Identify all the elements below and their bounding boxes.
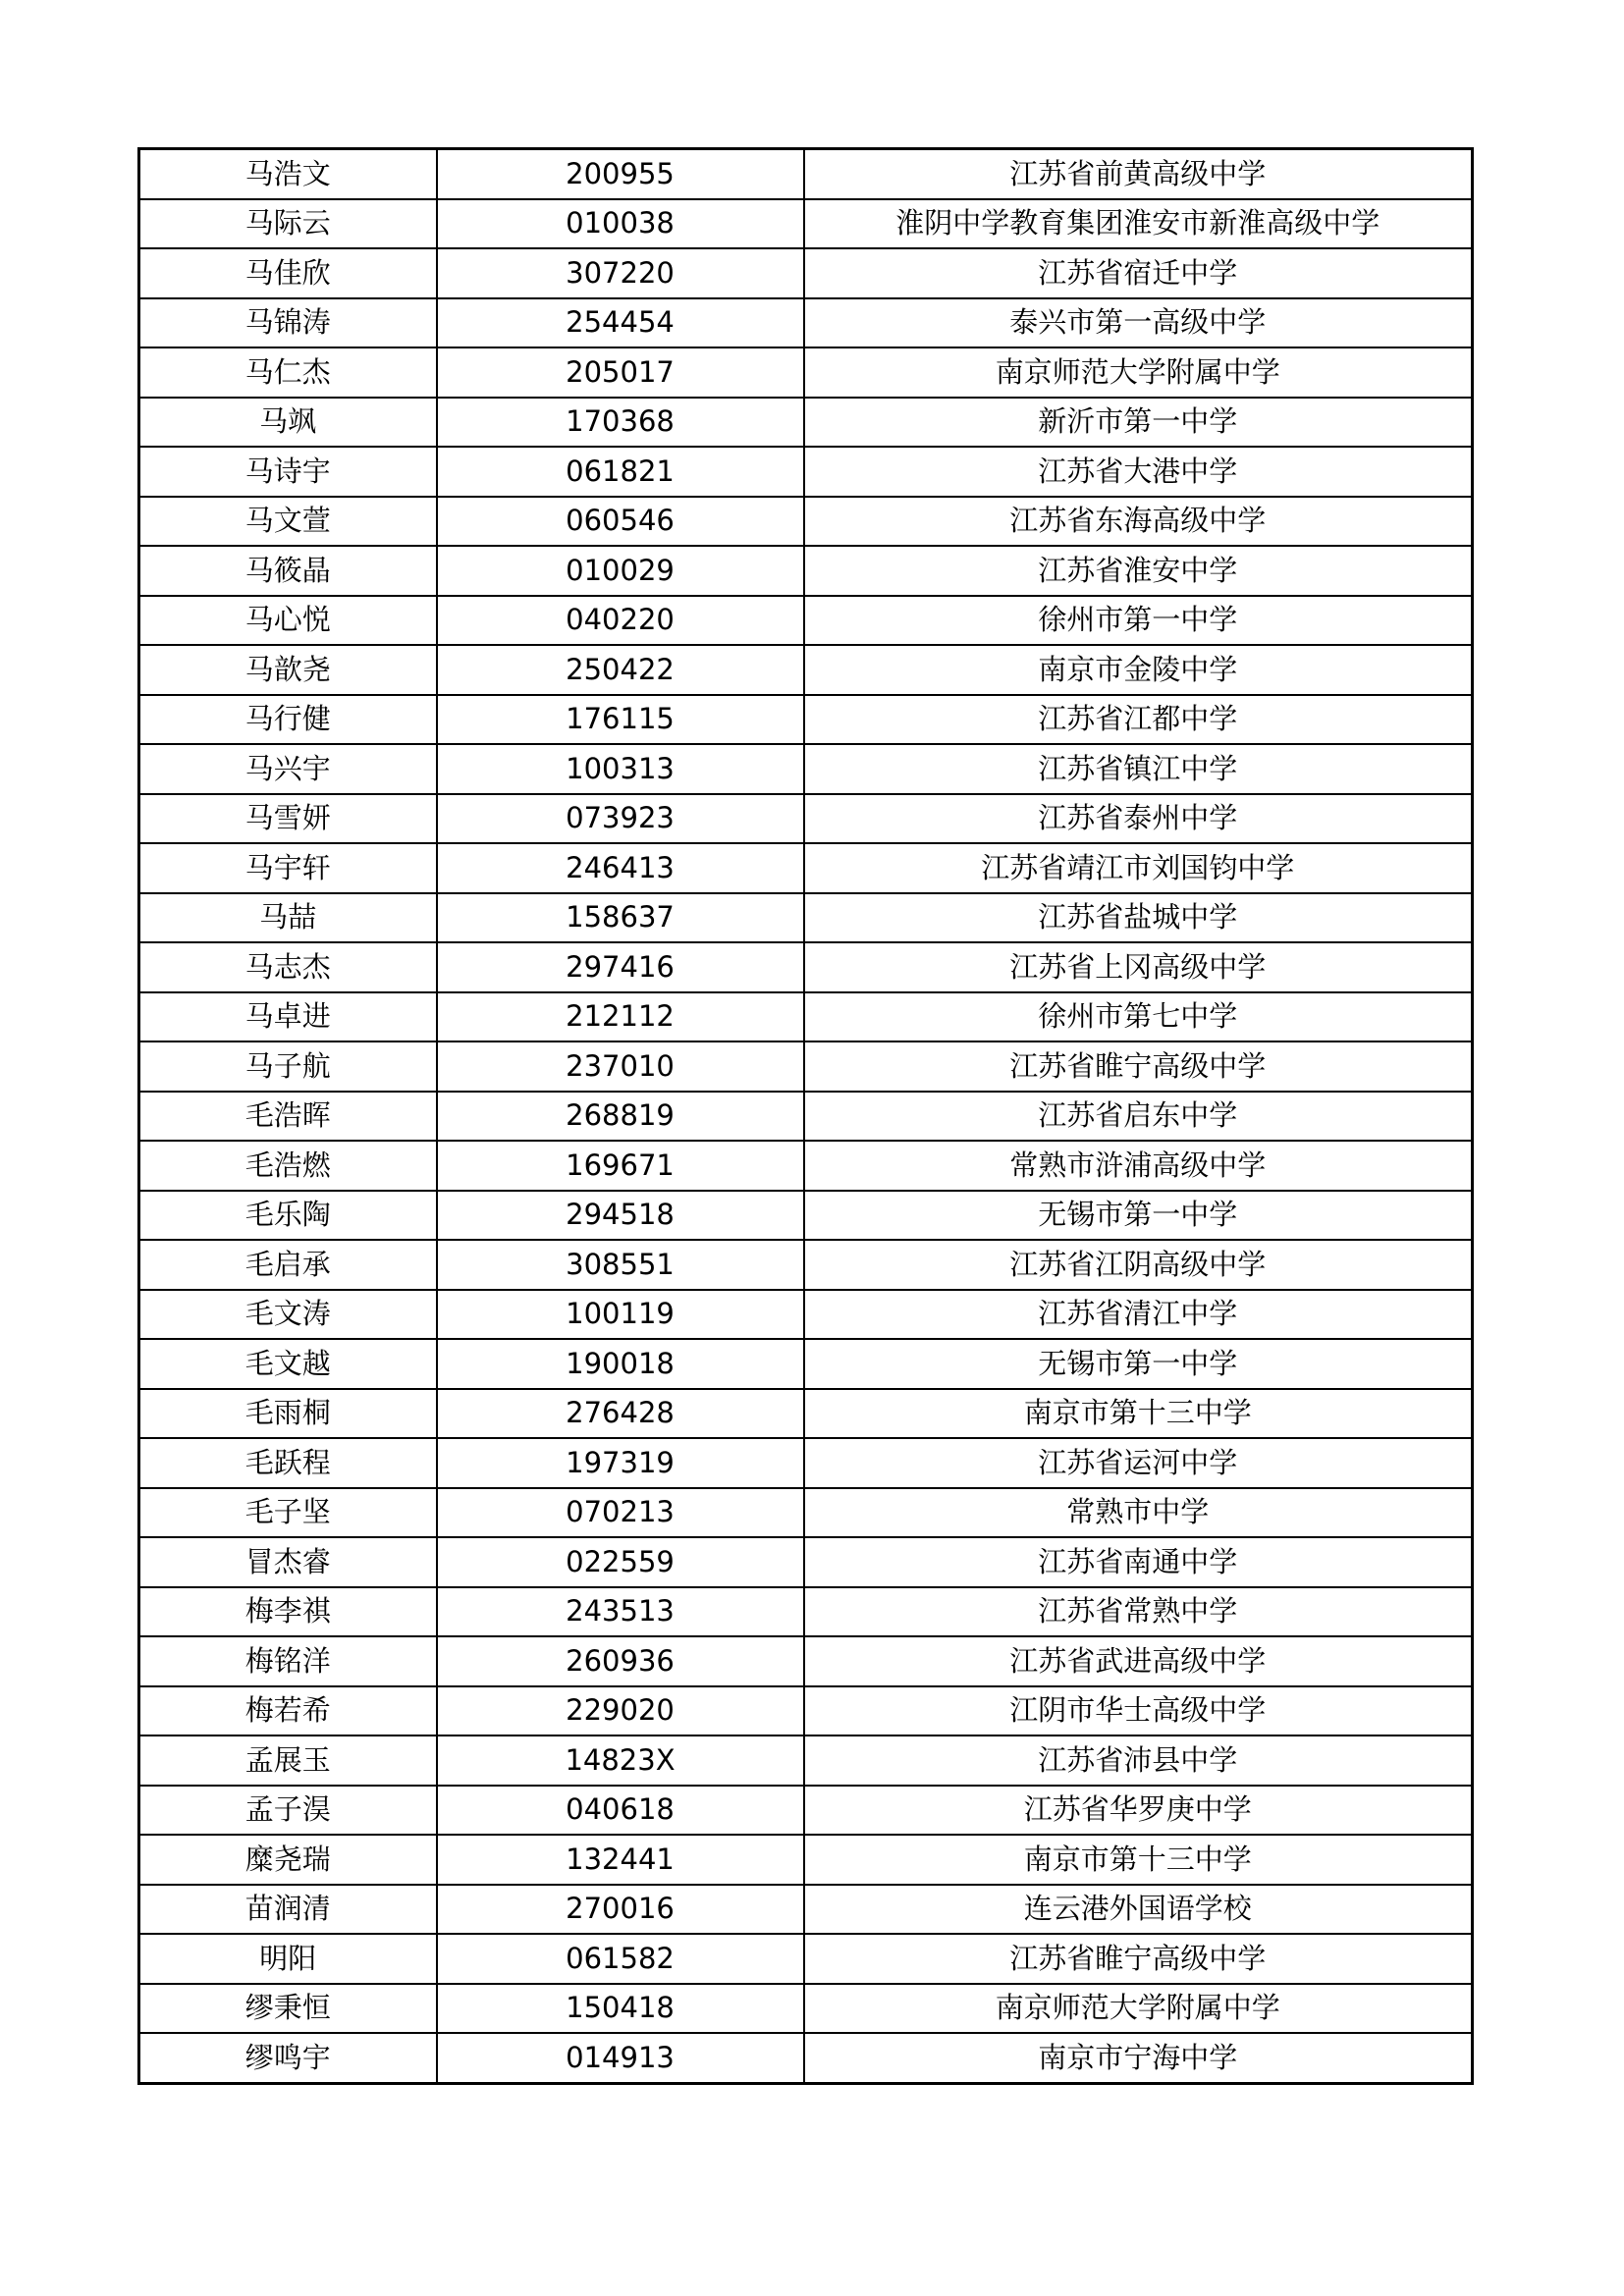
school-name-cell: 常熟市浒浦高级中学: [804, 1141, 1473, 1191]
student-id-cell: 170368: [437, 398, 804, 448]
roster-table: [137, 147, 1474, 2085]
student-id-cell: 150418: [437, 1984, 804, 2034]
table-row: [139, 447, 1473, 497]
student-name-cell: 马志杰: [139, 942, 437, 992]
table-row: [139, 893, 1473, 943]
school-name-cell: 江苏省睢宁高级中学: [804, 1041, 1473, 1092]
student-name-cell: 马歆尧: [139, 645, 437, 695]
student-id-cell: 297416: [437, 942, 804, 992]
school-name-cell: 无锡市第一中学: [804, 1191, 1473, 1241]
school-name-cell: 徐州市第七中学: [804, 992, 1473, 1042]
student-name-cell: 马子航: [139, 1041, 437, 1092]
school-name-cell: 江苏省运河中学: [804, 1438, 1473, 1488]
student-name-cell: 孟展玉: [139, 1735, 437, 1786]
student-id-cell: 176115: [437, 695, 804, 745]
student-id-cell: 294518: [437, 1191, 804, 1241]
student-name-cell: 马兴宇: [139, 744, 437, 794]
student-name-cell: 马文萱: [139, 497, 437, 547]
student-name-cell: 马锦涛: [139, 298, 437, 348]
school-name-cell: 江苏省江都中学: [804, 695, 1473, 745]
student-name-cell: 毛跃程: [139, 1438, 437, 1488]
student-id-cell: 250422: [437, 645, 804, 695]
school-name-cell: 江苏省华罗庚中学: [804, 1786, 1473, 1836]
student-id-cell: 260936: [437, 1636, 804, 1686]
school-name-cell: 淮阴中学教育集团淮安市新淮高级中学: [804, 199, 1473, 249]
table-row: [139, 1041, 1473, 1092]
table-row: [139, 1240, 1473, 1290]
table-row: [139, 1735, 1473, 1786]
table-row: [139, 1488, 1473, 1538]
school-name-cell: 江苏省靖江市刘国钧中学: [804, 843, 1473, 893]
student-id-cell: 073923: [437, 794, 804, 844]
school-name-cell: 江苏省宿迁中学: [804, 248, 1473, 298]
student-name-cell: 毛浩燃: [139, 1141, 437, 1191]
student-id-cell: 14823X: [437, 1735, 804, 1786]
table-row: [139, 546, 1473, 596]
table-row: [139, 992, 1473, 1042]
table-row: [139, 199, 1473, 249]
school-name-cell: 南京市宁海中学: [804, 2033, 1473, 2083]
school-name-cell: 江苏省南通中学: [804, 1537, 1473, 1587]
roster-body: [139, 149, 1473, 2084]
table-row: [139, 1339, 1473, 1389]
student-name-cell: 马际云: [139, 199, 437, 249]
school-name-cell: 泰兴市第一高级中学: [804, 298, 1473, 348]
student-id-cell: 308551: [437, 1240, 804, 1290]
table-row: [139, 149, 1473, 199]
table-row: [139, 1636, 1473, 1686]
student-id-cell: 022559: [437, 1537, 804, 1587]
table-row: [139, 398, 1473, 448]
table-row: [139, 1686, 1473, 1736]
student-id-cell: 276428: [437, 1389, 804, 1439]
table-row: [139, 1885, 1473, 1935]
school-name-cell: 江苏省常熟中学: [804, 1587, 1473, 1637]
school-name-cell: 无锡市第一中学: [804, 1339, 1473, 1389]
student-id-cell: 197319: [437, 1438, 804, 1488]
student-name-cell: 毛启承: [139, 1240, 437, 1290]
student-name-cell: 缪鸣宇: [139, 2033, 437, 2083]
table-row: [139, 1191, 1473, 1241]
student-id-cell: 307220: [437, 248, 804, 298]
student-name-cell: 缪秉恒: [139, 1984, 437, 2034]
student-name-cell: 梅若希: [139, 1686, 437, 1736]
student-id-cell: 268819: [437, 1092, 804, 1142]
student-id-cell: 243513: [437, 1587, 804, 1637]
table-row: [139, 744, 1473, 794]
table-row: [139, 248, 1473, 298]
student-name-cell: 梅铭洋: [139, 1636, 437, 1686]
school-name-cell: 江阴市华士高级中学: [804, 1686, 1473, 1736]
student-id-cell: 212112: [437, 992, 804, 1042]
student-name-cell: 糜尧瑞: [139, 1835, 437, 1885]
table-row: [139, 298, 1473, 348]
table-row: [139, 1389, 1473, 1439]
table-row: [139, 1786, 1473, 1836]
student-id-cell: 100119: [437, 1290, 804, 1340]
school-name-cell: 南京市第十三中学: [804, 1389, 1473, 1439]
table-row: [139, 1092, 1473, 1142]
table-row: [139, 645, 1473, 695]
table-row: [139, 1587, 1473, 1637]
student-name-cell: 马行健: [139, 695, 437, 745]
table-row: [139, 843, 1473, 893]
student-name-cell: 马卓进: [139, 992, 437, 1042]
student-id-cell: 270016: [437, 1885, 804, 1935]
student-id-cell: 060546: [437, 497, 804, 547]
school-name-cell: 南京市第十三中学: [804, 1835, 1473, 1885]
student-id-cell: 205017: [437, 347, 804, 398]
table-row: [139, 596, 1473, 646]
table-row: [139, 1934, 1473, 1984]
table-row: [139, 1290, 1473, 1340]
table-row: [139, 1438, 1473, 1488]
school-name-cell: 江苏省武进高级中学: [804, 1636, 1473, 1686]
student-id-cell: 132441: [437, 1835, 804, 1885]
school-name-cell: 江苏省清江中学: [804, 1290, 1473, 1340]
student-id-cell: 229020: [437, 1686, 804, 1736]
student-name-cell: 马飒: [139, 398, 437, 448]
student-id-cell: 246413: [437, 843, 804, 893]
student-id-cell: 190018: [437, 1339, 804, 1389]
student-name-cell: 马佳欣: [139, 248, 437, 298]
student-name-cell: 马雪妍: [139, 794, 437, 844]
student-id-cell: 010029: [437, 546, 804, 596]
school-name-cell: 南京师范大学附属中学: [804, 1984, 1473, 2034]
school-name-cell: 江苏省东海高级中学: [804, 497, 1473, 547]
table-row: [139, 695, 1473, 745]
student-name-cell: 冒杰睿: [139, 1537, 437, 1587]
student-id-cell: 100313: [437, 744, 804, 794]
school-name-cell: 连云港外国语学校: [804, 1885, 1473, 1935]
student-name-cell: 孟子淏: [139, 1786, 437, 1836]
student-id-cell: 158637: [437, 893, 804, 943]
student-id-cell: 070213: [437, 1488, 804, 1538]
student-id-cell: 061821: [437, 447, 804, 497]
student-name-cell: 马诗宇: [139, 447, 437, 497]
table-row: [139, 1537, 1473, 1587]
school-name-cell: 江苏省淮安中学: [804, 546, 1473, 596]
student-name-cell: 马宇轩: [139, 843, 437, 893]
student-id-cell: 010038: [437, 199, 804, 249]
student-name-cell: 马喆: [139, 893, 437, 943]
student-name-cell: 明阳: [139, 1934, 437, 1984]
student-id-cell: 040618: [437, 1786, 804, 1836]
school-name-cell: 江苏省盐城中学: [804, 893, 1473, 943]
student-id-cell: 040220: [437, 596, 804, 646]
student-name-cell: 马筱晶: [139, 546, 437, 596]
school-name-cell: 徐州市第一中学: [804, 596, 1473, 646]
school-name-cell: 江苏省沛县中学: [804, 1735, 1473, 1786]
student-id-cell: 254454: [437, 298, 804, 348]
school-name-cell: 江苏省镇江中学: [804, 744, 1473, 794]
student-name-cell: 苗润清: [139, 1885, 437, 1935]
table-row: [139, 2033, 1473, 2083]
school-name-cell: 江苏省上冈高级中学: [804, 942, 1473, 992]
table-row: [139, 1141, 1473, 1191]
student-name-cell: 梅李祺: [139, 1587, 437, 1637]
table-row: [139, 1835, 1473, 1885]
school-name-cell: 常熟市中学: [804, 1488, 1473, 1538]
student-name-cell: 毛雨桐: [139, 1389, 437, 1439]
student-name-cell: 毛浩晖: [139, 1092, 437, 1142]
school-name-cell: 江苏省泰州中学: [804, 794, 1473, 844]
school-name-cell: 江苏省启东中学: [804, 1092, 1473, 1142]
school-name-cell: 江苏省大港中学: [804, 447, 1473, 497]
student-id-cell: 061582: [437, 1934, 804, 1984]
student-name-cell: 马仁杰: [139, 347, 437, 398]
table-row: [139, 1984, 1473, 2034]
school-name-cell: 江苏省睢宁高级中学: [804, 1934, 1473, 1984]
school-name-cell: 江苏省江阴高级中学: [804, 1240, 1473, 1290]
student-name-cell: 马心悦: [139, 596, 437, 646]
student-name-cell: 毛文越: [139, 1339, 437, 1389]
table-row: [139, 794, 1473, 844]
student-id-cell: 169671: [437, 1141, 804, 1191]
student-name-cell: 马浩文: [139, 149, 437, 199]
student-name-cell: 毛文涛: [139, 1290, 437, 1340]
student-id-cell: 014913: [437, 2033, 804, 2083]
student-id-cell: 237010: [437, 1041, 804, 1092]
school-name-cell: 新沂市第一中学: [804, 398, 1473, 448]
table-row: [139, 942, 1473, 992]
school-name-cell: 南京师范大学附属中学: [804, 347, 1473, 398]
school-name-cell: 江苏省前黄高级中学: [804, 149, 1473, 199]
table-row: [139, 497, 1473, 547]
table-row: [139, 347, 1473, 398]
student-id-cell: 200955: [437, 149, 804, 199]
student-name-cell: 毛乐陶: [139, 1191, 437, 1241]
school-name-cell: 南京市金陵中学: [804, 645, 1473, 695]
student-name-cell: 毛子坚: [139, 1488, 437, 1538]
